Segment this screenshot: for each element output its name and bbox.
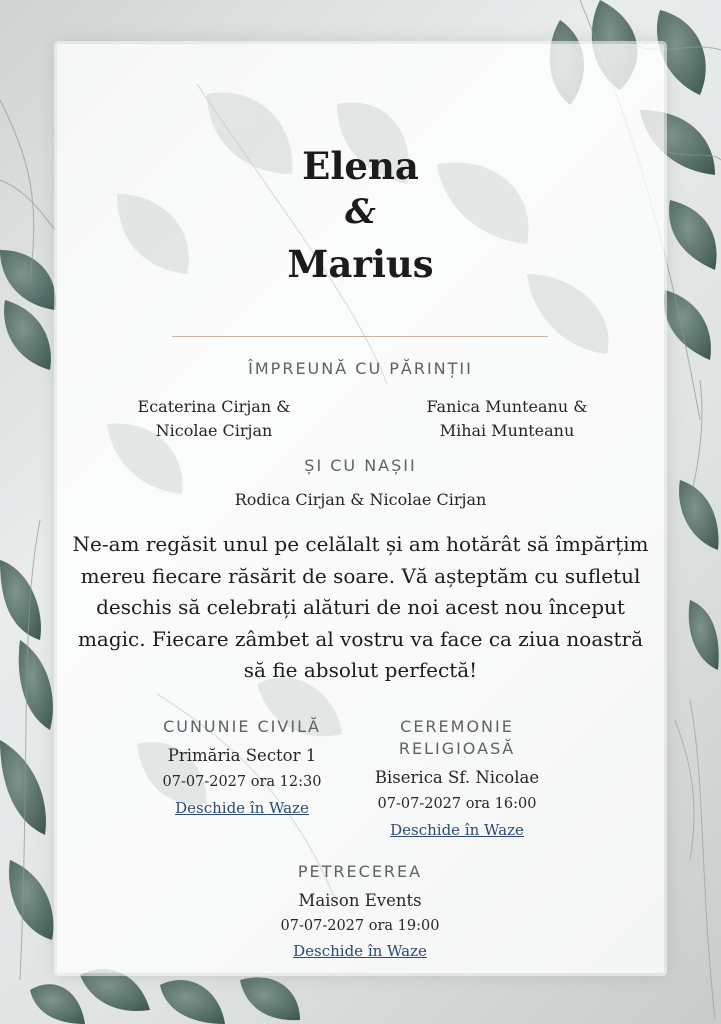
ampersand: &	[345, 192, 376, 232]
invitation-content	[57, 44, 664, 973]
bride-parents	[94, 395, 334, 443]
event-party-place: Maison Events	[298, 891, 422, 910]
parents-heading: ÎMPREUNĂ CU PĂRINȚII	[248, 359, 473, 378]
event-civil-datetime: 07-07-2027 ora 12:30	[162, 774, 322, 790]
event-party	[237, 861, 483, 960]
groom-name: Marius	[287, 242, 434, 286]
event-party-waze-link[interactable]: Deschide în Waze	[293, 942, 427, 960]
event-religious	[357, 716, 557, 839]
event-religious-title: CEREMONIE RELIGIOASĂ	[398, 717, 516, 758]
invitation-message: Ne-am regăsit unul pe celălalt și am hotărât să împărțim mereu fiecare răsărit de soare. Vă așteptăm cu sufletul deschis să celebrați alături de noi acest nou început magic. Fiecare zâmbet al vostru va face ca ziua noastră să fie absolut perfectă!	[72, 532, 649, 682]
event-religious-datetime: 07-07-2027 ora 16:00	[377, 796, 537, 812]
godparents-names: Rodica Cirjan & Nicolae Cirjan	[234, 490, 487, 509]
bride-parents-line2: Nicolae Cirjan	[155, 421, 273, 440]
event-religious-waze-link[interactable]: Deschide în Waze	[390, 821, 524, 839]
leaf-cluster-bottom	[30, 969, 300, 1024]
event-religious-place: Biserica Sf. Nicolae	[374, 768, 540, 787]
groom-parents-line2: Mihai Munteanu	[439, 421, 575, 440]
leaf-cluster-left	[0, 250, 56, 940]
event-civil-title: CUNUNIE CIVILĂ	[163, 717, 321, 736]
bride-parents-line1: Ecaterina Cirjan &	[137, 397, 291, 416]
godparents-heading: ȘI CU NAȘII	[304, 456, 417, 475]
groom-parents-line1: Fanica Munteanu &	[426, 397, 588, 416]
event-party-title: PETRECEREA	[297, 862, 423, 881]
leaf-cluster-right	[679, 480, 719, 670]
divider-line	[172, 336, 548, 337]
event-civil	[147, 716, 337, 817]
bride-name: Elena	[302, 144, 419, 188]
groom-parents	[387, 395, 627, 443]
event-party-datetime: 07-07-2027 ora 19:00	[280, 918, 440, 934]
event-civil-waze-link[interactable]: Deschide în Waze	[175, 799, 309, 817]
event-civil-place: Primăria Sector 1	[167, 746, 317, 765]
